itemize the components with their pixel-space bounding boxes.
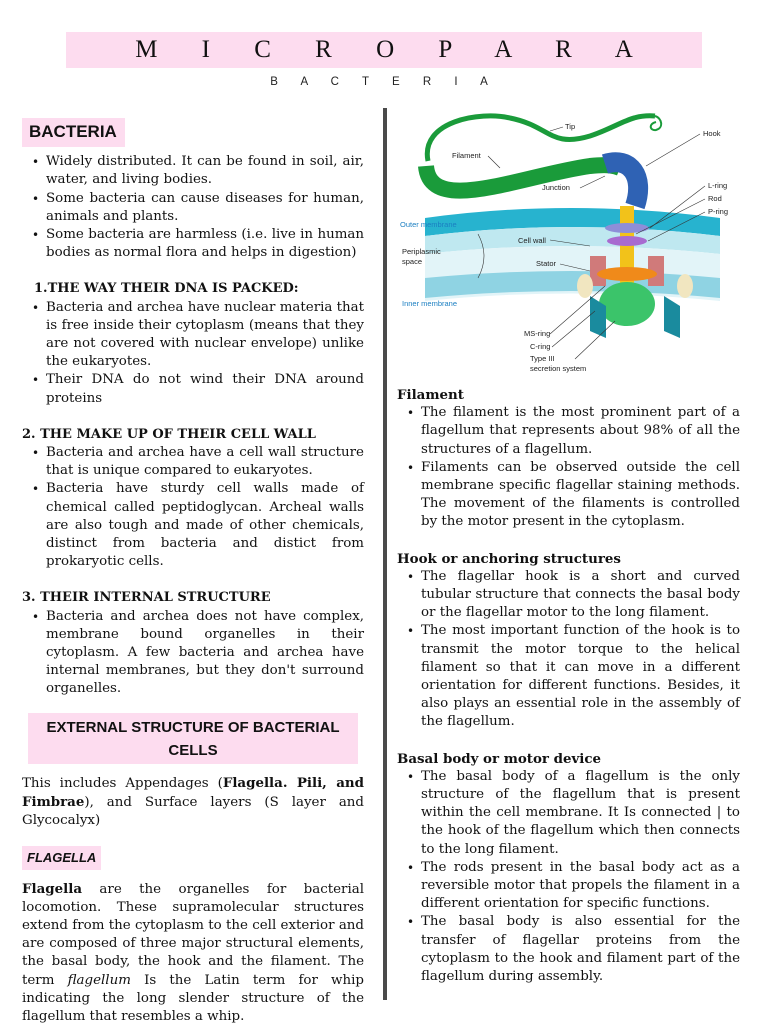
hook-heading: Hook or anchoring structures bbox=[397, 550, 740, 568]
c-ring-right bbox=[664, 296, 680, 338]
label-outer-membrane: Outer membrane bbox=[400, 220, 457, 229]
title-banner bbox=[66, 32, 702, 68]
label-rod: Rod bbox=[708, 194, 722, 203]
section1-title: THE WAY THEIR DNA IS PACKED: bbox=[48, 281, 299, 296]
left-column bbox=[22, 118, 364, 1026]
list-item: • Bacteria and archea have a cell wall structure that is unique compared to eukaryotes. bbox=[46, 444, 364, 480]
section1-list bbox=[22, 299, 364, 408]
left-bulb bbox=[577, 274, 593, 298]
list-item: • Bacteria and archea have nuclear materia that is free inside their cytoplasm (means that they are not covered with nuclear envelope) unlike the eukaryotes. bbox=[46, 299, 364, 372]
filament-heading: Filament bbox=[397, 386, 740, 404]
list-item: • The filament is the most prominent part of a flagellum that represents about 98% of all the structures of a flagellum. bbox=[421, 404, 740, 459]
list-item: • Bacteria and archea does not have complex, membrane bound organelles in their cytoplasm. A few bacteria and archea have internal membranes, but they don't surround organelles. bbox=[46, 608, 364, 699]
page-subtitle: B A C T E R I A bbox=[0, 76, 768, 88]
basal-list bbox=[397, 768, 740, 986]
label-inner-membrane: Inner membrane bbox=[402, 299, 457, 308]
label-cell-wall: Cell wall bbox=[518, 236, 546, 245]
basal-heading: Basal body or motor device bbox=[397, 750, 740, 768]
label-stator: Stator bbox=[536, 259, 557, 268]
appendages-paragraph: This includes Appendages (Flagella. Pili, and Fimbrae), and Surface layers (S layer and Glycocalyx) bbox=[22, 774, 364, 831]
label-p-ring: P-ring bbox=[708, 207, 728, 216]
column-divider bbox=[383, 108, 387, 1000]
list-item: • The basal body of a flagellum is the only structure of the flagellum that is present within the cell membrane. It Is connected | to the hook of the flagellum which then connects to the long filament. bbox=[421, 768, 740, 859]
p-ring-shape bbox=[607, 236, 647, 246]
c-ring-shape bbox=[599, 282, 655, 326]
section1-heading bbox=[22, 280, 364, 298]
page-title: M I C R O P A R A bbox=[135, 36, 652, 64]
right-column bbox=[397, 386, 740, 986]
filament-list bbox=[397, 404, 740, 531]
list-item: • Their DNA do not wind their DNA around proteins bbox=[46, 371, 364, 407]
label-tip: Tip bbox=[565, 122, 575, 131]
label-periplasmic-2: space bbox=[402, 257, 422, 266]
intro-list bbox=[22, 153, 364, 262]
hook-list bbox=[397, 568, 740, 732]
label-c-ring: C-ring bbox=[530, 342, 550, 351]
flagella-heading: FLAGELLA bbox=[22, 846, 101, 869]
section2-heading: 2. THE MAKE UP OF THEIR CELL WALL bbox=[22, 426, 364, 444]
flagella-paragraph: Flagella are the organelles for bacterial locomotion. These supramolecular structures extend from the cytoplasm to the cell exterior and are composed of three major structural elements, the basal body, the hook and the filament. The term flagellum Is the Latin term for whip indicating the long slender structure of the flagellum that resembles a whip. bbox=[22, 880, 364, 1026]
list-item: • Widely distributed. It can be found in soil, air, water, and living bodies. bbox=[46, 153, 364, 189]
label-filament: Filament bbox=[452, 151, 482, 160]
list-item: • Filaments can be observed outside the cell membrane specific flagellar staining methods. The movement of the filaments is controlled by the motor present in the cytoplasm. bbox=[421, 459, 740, 532]
list-item: • The rods present in the basal body act as a reversible motor that propels the filament in a different orientation for specific functions. bbox=[421, 859, 740, 914]
list-item: • Some bacteria are harmless (i.e. live in human bodies as normal flora and helps in digestion) bbox=[46, 226, 364, 262]
label-periplasmic-1: Periplasmic bbox=[402, 247, 441, 256]
label-junction: Junction bbox=[542, 183, 570, 192]
ms-ring-shape bbox=[597, 267, 657, 281]
flagellum-diagram bbox=[400, 106, 740, 380]
label-ms-ring: MS-ring bbox=[524, 329, 550, 338]
bacteria-heading: BACTERIA bbox=[22, 118, 125, 147]
filament-shape bbox=[426, 165, 620, 190]
hook-shape bbox=[605, 162, 638, 206]
label-hook: Hook bbox=[703, 129, 721, 138]
right-bulb bbox=[677, 274, 693, 298]
list-item: • The most important function of the hook is to transmit the motor torque to the helical filament so that it can move in a different orientation for different functions. Besides, it also plays an essential role in the assembly of the flagellum. bbox=[421, 622, 740, 731]
l-ring-shape bbox=[605, 223, 649, 233]
list-item: • Bacteria have sturdy cell walls made of chemical called peptidoglycan. Archeal walls are also tough and made of other chemicals, distinct from bacteria and distict from prokaryotic cells. bbox=[46, 480, 364, 571]
inner-membrane-band bbox=[425, 271, 720, 298]
section3-list bbox=[22, 608, 364, 699]
section1-number: 1. bbox=[34, 281, 48, 296]
list-item: • The flagellar hook is a short and curved tubular structure that connects the basal body or the flagellar motor to the long filament. bbox=[421, 568, 740, 623]
list-item: • The basal body is also essential for the transfer of flagellar proteins from the cytoplasm to the hook and filament part of the flagellum during assembly. bbox=[421, 913, 740, 986]
section3-heading: 3. THEIR INTERNAL STRUCTURE bbox=[22, 589, 364, 607]
label-type3-1: Type III bbox=[530, 354, 555, 363]
external-structure-heading: EXTERNAL STRUCTURE OF BACTERIAL CELLS bbox=[28, 713, 358, 764]
list-item: • Some bacteria can cause diseases for human, animals and plants. bbox=[46, 190, 364, 226]
section2-list bbox=[22, 444, 364, 571]
label-type3-2: secretion system bbox=[530, 364, 586, 373]
label-l-ring: L-ring bbox=[708, 181, 727, 190]
